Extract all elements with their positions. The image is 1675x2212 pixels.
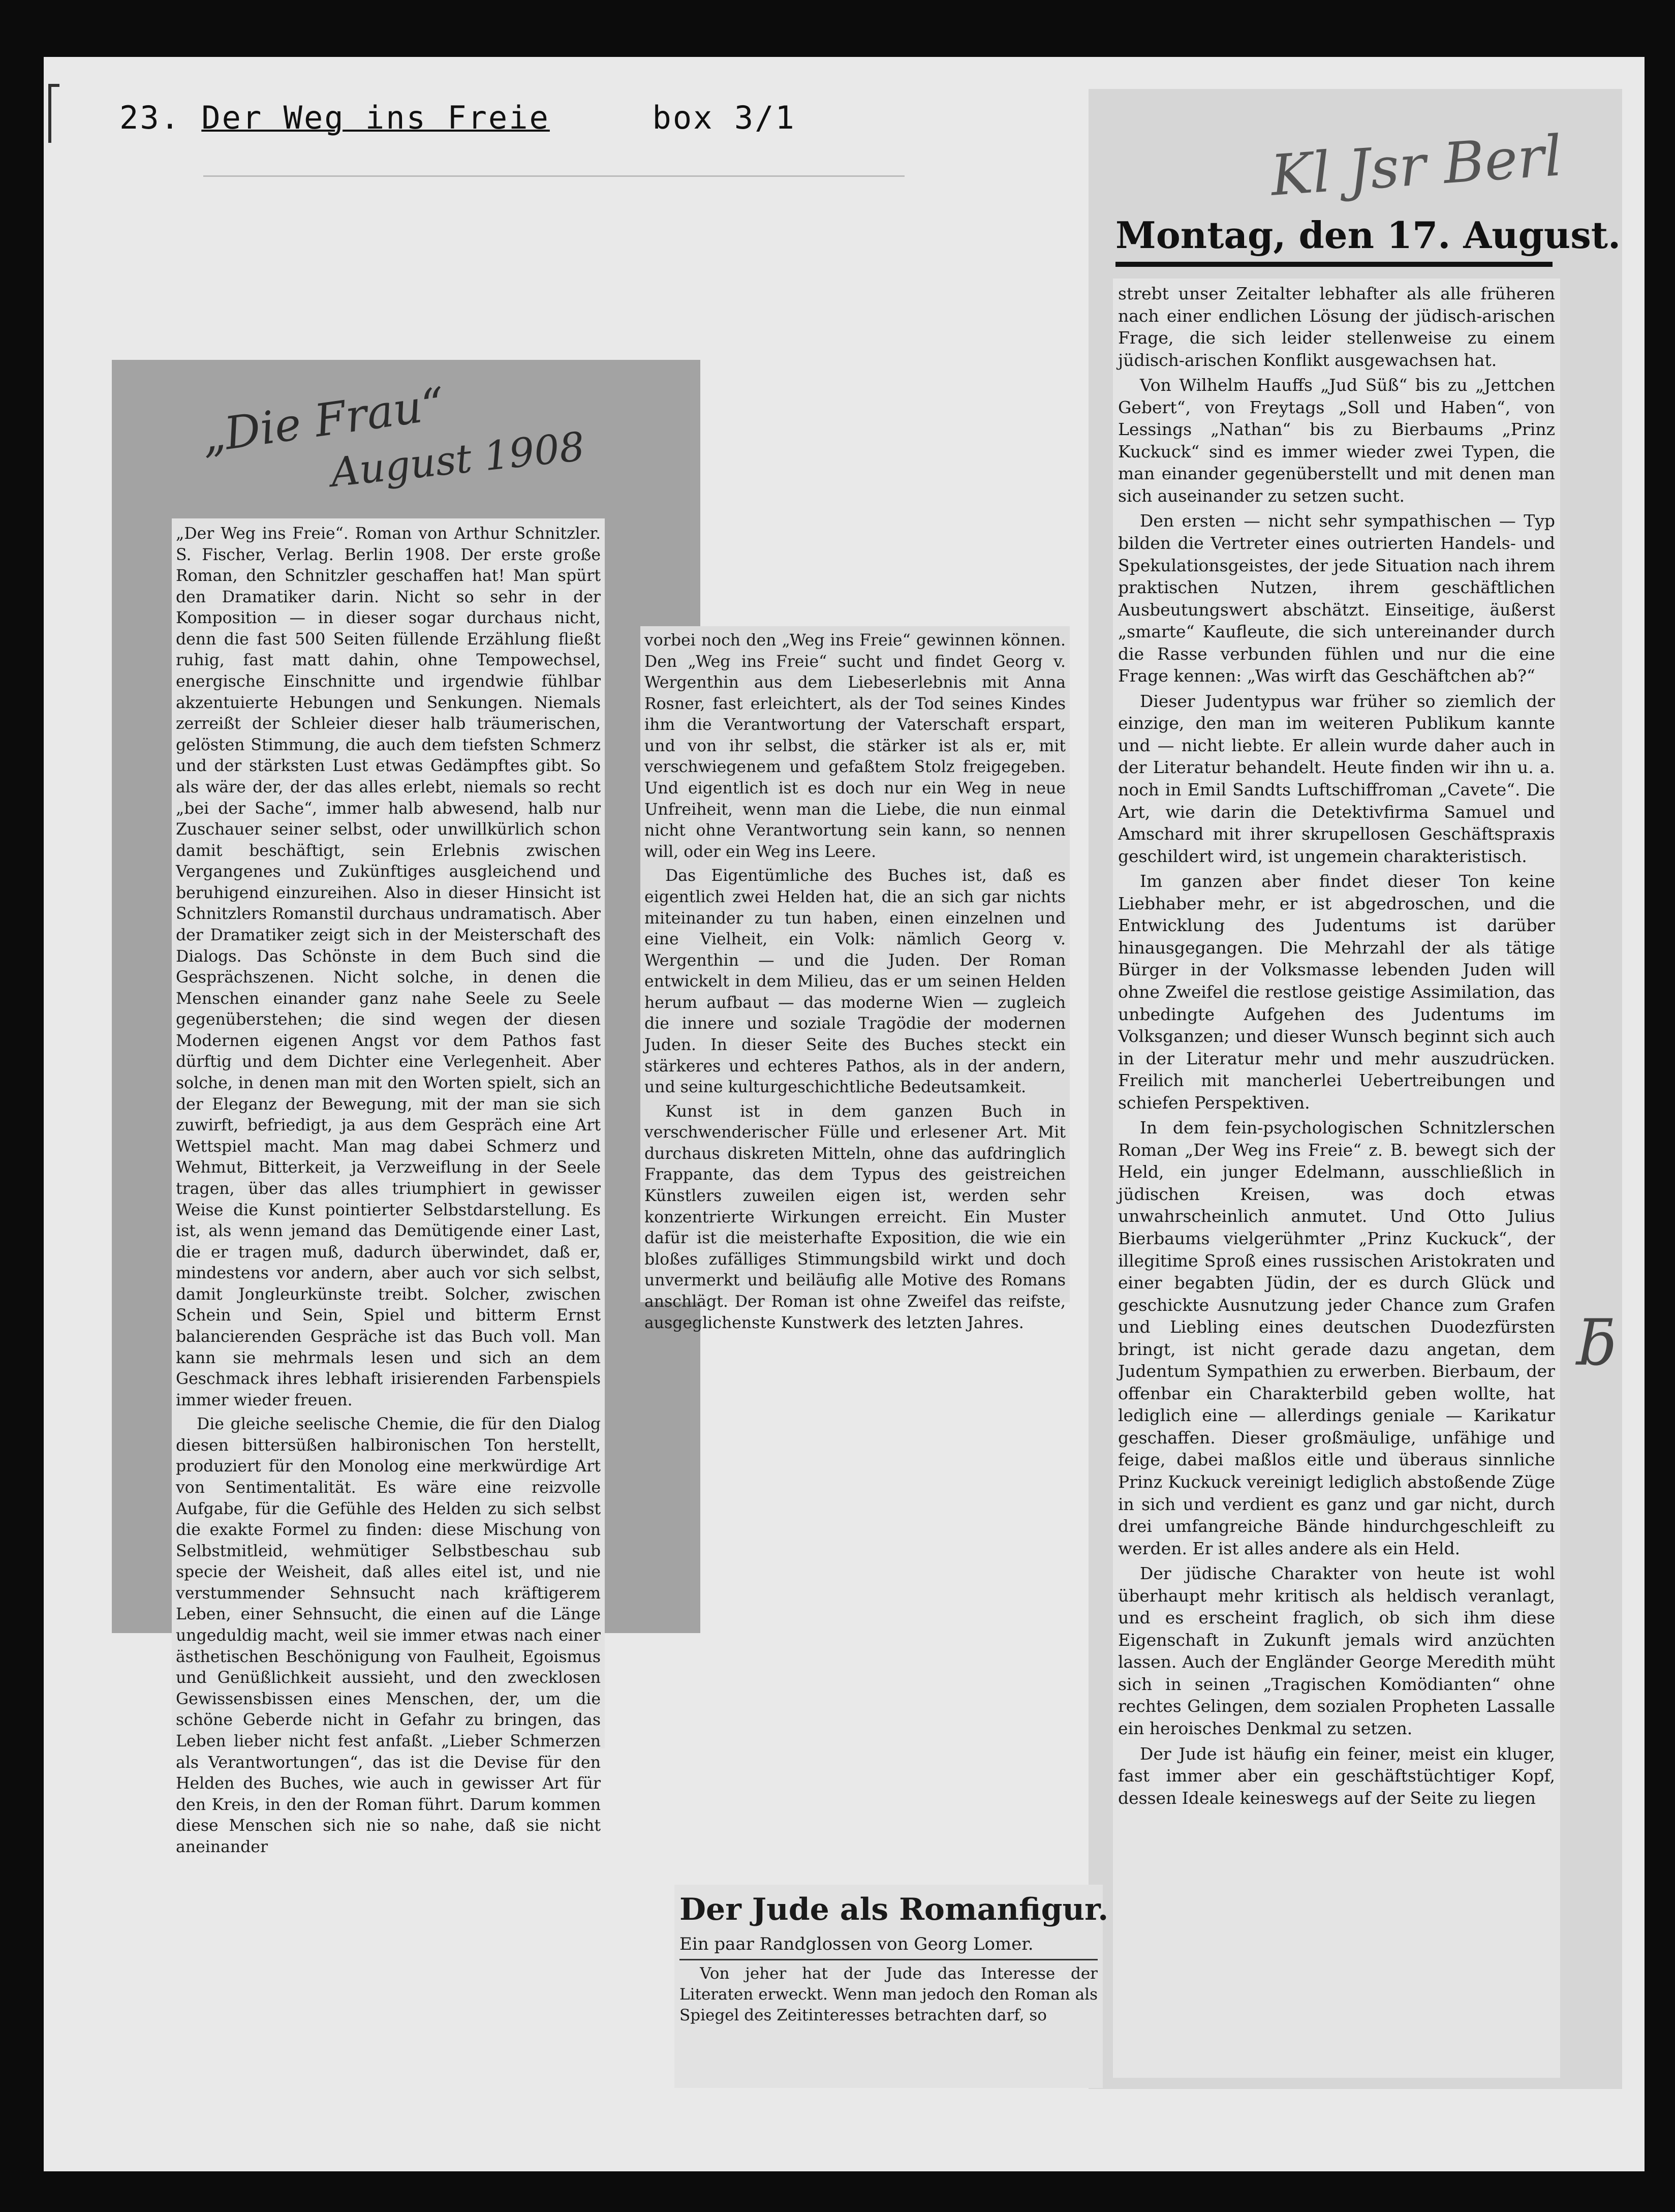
right-clipping-paragraph-1: strebt unser Zeitalter lebhafter als alle früheren nach einer endlichen Lösung der jüdisch-arischen Frage, die sich leider stellenweise zu einem jüdisch-arischen Konflikt ausgewachsen hat. <box>1118 284 1555 370</box>
handwritten-source: „Die Frau“ <box>198 377 448 464</box>
folder-number: 23. <box>119 99 181 136</box>
left-clipping-paragraph-1: „Der Weg ins Freie“. Roman von Arthur Schnitzler. S. Fischer, Verlag. Berlin 1908. Der erste große Roman, den Schnitzler geschaffen hat! Man spürt den Dramatiker darin. Nicht so sehr in der Komposition — in dieser sogar durchaus nicht, denn die fast 500 Seiten füllende Erzählung fließt ruhig, fast matt dahin, ohne Tempowechsel, energische Einschnitte und irgendwie fühlbar akzentuierte Hebungen und Senkungen. Niemals zerreißt der Schleier dieser halb träumerischen, gelösten Stimmung, die auch dem tiefsten Schmerz und der stärksten Lust etwas Gedämpftes gibt. So als wäre der, der das alles erlebt, niemals so recht „bei der Sache“, immer halb abwesend, halb nur Zuschauer seiner selbst, oder unwillkürlich schon damit beschäftigt, sein Erlebnis zwischen Vergangenes und Zukünftiges ausgleichend und beruhigend einzureihen. Also in dieser Hinsicht ist Schnitzlers Romanstil durchaus undramatisch. Aber der Dramatiker zeigt sich in der Meisterschaft des Dialogs. Das Schönste in dem Buch sind die Gesprächszenen. Nicht solche, in denen die Menschen einander ganz nahe Seele zu Seele gegenüberstehen; die sind wegen der diesen Modernen eigenen Angst vor dem Pathos fast dürftig und dem Dichter eine Verlegenheit. Aber solche, in denen man mit den Worten spielt, sich an der Eleganz der Bewegung, mit der man sie sich zuwirft, befriedigt, ja aus dem Gespräch eine Art Wettspiel macht. Man mag dabei Schmerz und Wehmut, Bitterkeit, ja Verzweiflung in der Seele tragen, über das alles triumphiert in gewisser Weise die Kunst pointierter Selbstdarstellung. Es ist, als wenn jemand das Demütigende einer Last, die er tragen muß, dadurch überwindet, daß er, mindestens vor andern, aber auch vor sich selbst, damit Jongleurkünste treibt. Solcher, zwischen Schein und Sein, Spiel und bitterm Ernst balancierenden Gespräche ist das Buch voll. Man kann sie mehrmals lesen und sich an dem Geschmack ihres lebhaft irisierenden Farbenspiels immer wieder freuen. <box>176 525 601 1409</box>
box-number: box 3/1 <box>652 99 796 136</box>
folder-title: Der Weg ins Freie <box>201 99 550 136</box>
handwritten-date: August 1908 <box>328 424 587 496</box>
folder-label <box>119 99 796 136</box>
right-clipping-paragraph-2: Von Wilhelm Hauffs „Jud Süß“ bis zu „Jettchen Gebert“, von Freytags „Soll und Haben“, von Lessings „Nathan“ bis zu Bierbaums „Prinz Kuckuck“ sind es immer wieder zwei Typen, die man einander gegenüberstellt und mit denen man sich auseinander zu setzen sucht. <box>1118 375 1555 506</box>
bottom-clipping-paragraph-1: Von jeher hat der Jude das Interesse der Literaten erweckt. Wenn man jedoch den Roman als Spiegel des Zeitinteresses betrachten darf, so <box>679 1964 1098 2024</box>
right-clipping-paragraph-8: Der Jude ist häufig ein feiner, meist ein kluger, fast immer aber ein geschäftstüchtiger Kopf, dessen Ideale keineswegs auf der Seite zu liegen <box>1118 1743 1555 1808</box>
left-clipping <box>172 518 605 1856</box>
middle-clipping <box>640 626 1070 1332</box>
article-byline: Ein paar Randglossen von Georg Lomer. <box>679 1934 1034 1955</box>
byline-rule <box>679 1959 1098 1960</box>
right-clipping-paragraph-3: Den ersten — nicht sehr sympathischen — Typ bilden die Vertreter eines outrierten Handels- und Spekulationsgeistes, der jede Situation nach ihrem praktischen Nutzen, ihrem geschäftlichen Ausbeutungswert abschätzt. Einseitige, äußerst „smarte“ Kaufleute, die sich untereinander durch die Rasse verbunden fühlen und nur die eine Frage kennen: „Was wirft das Geschäftchen ab?“ <box>1118 511 1555 686</box>
handwritten-note-top-right: Kl Jsr Berl <box>1268 123 1564 208</box>
newspaper-masthead-date: Montag, den 17. August. <box>1115 213 1621 257</box>
corner-mark <box>48 84 59 143</box>
middle-clipping-paragraph-2: Das Eigentümliche des Buches ist, daß es eigentlich zwei Helden hat, die an sich gar nichts miteinander zu tun haben, einen einzelnen und eine Vielheit, ein Volk: nämlich Georg v. Wergenthin — und die Juden. Der Roman entwickelt in dem Milieu, das er um seinen Helden herum aufbaut — das moderne Wien — zugleich die innere und soziale Tragödie der modernen Juden. In dieser Seite des Buches steckt ein stärkeres und echteres Pathos, als in der andern, und seine kulturgeschichtliche Bedeutsamkeit. <box>644 867 1066 1097</box>
masthead-rule <box>1115 262 1553 273</box>
header-rule <box>203 175 905 177</box>
bottom-clipping <box>674 1885 1109 2088</box>
middle-clipping-paragraph-1: vorbei noch den „Weg ins Freie“ gewinnen können. Den „Weg ins Freie“ sucht und findet Georg v. Wergenthin aus dem Liebeserlebnis mit Anna Rosner, fast erleichtert, als der Tod seines Kindes ihm die Verantwortung der Vaterschaft erspart, und von ihr selbst, die stärker ist als er, mit verschwiegenem und gefaßtem Stolz freigegeben. Und eigentlich ist es doch nur ein Weg in neue Unfreiheit, wenn man die Liebe, die nun einmal nicht ohne Verantwortung sein kann, so nennen will, oder ein Weg ins Leere. <box>644 631 1066 861</box>
right-clipping-paragraph-6: In dem fein-psychologischen Schnitzlerschen Roman „Der Weg ins Freie“ z. B. bewegt sich der Held, ein junger Edelmann, ausschließlich in jüdischen Kreisen, was doch etwas unwahrscheinlich anmutet. Und Otto Julius Bierbaums vielgerühmter „Prinz Kuckuck“, der illegitime Sproß eines russischen Aristokraten und einer begabten Jüdin, der es durch Glück und geschickte Ausnutzung jeder Chance zum Grafen und Liebling eines deutschen Duodezfürsten bringt, ist nicht gerade dazu angetan, dem Judentum Sympathien zu erwerben. Bierbaum, der offenbar ein Charakterbild geben wollte, hat lediglich eine — allerdings geniale — Karikatur geschaffen. Dieser großmäulige, unfähige und feige, dabei maßlos eitle und überaus sinnliche Prinz Kuckuck vereinigt lediglich abstoßende Züge in sich und verdient es ganz und gar nicht, durch drei umfangreiche Bände hindurchgeschleift zu werden. Er ist alles andere als ein Held. <box>1118 1118 1555 1558</box>
right-clipping-paragraph-4: Dieser Judentypus war früher so ziemlich der einzige, den man im weiteren Publikum kannte und — nicht liebte. Er allein wurde daher auch in der Literatur behandelt. Heute finden wir ihn u. a. noch in Emil Sandts Luftschiffroman „Cavete“. Die Art, wie darin die Detektivfirma Samuel und Amschard mit ihrer skrupellosen Geschäftspraxis geschildert wird, ist ungemein charakteristisch. <box>1118 691 1555 866</box>
right-clipping-paragraph-7: Der jüdische Charakter von heute ist wohl überhaupt mehr kritisch als heldisch veranlagt, und es erscheint fraglich, ob sich ihm diese Eigenschaft in Zukunft jemals wird anzüchten lassen. Auch der Engländer George Meredith müht sich in seinen „Tragischen Komödianten“ ohne rechtes Gelingen, dem sozialen Propheten Lassalle ein heroisches Denkmal zu setzen. <box>1118 1563 1555 1738</box>
right-clipping-paragraph-5: Im ganzen aber findet dieser Ton keine Liebhaber mehr, er ist abgedroschen, und die Entwicklung des Judentums ist darüber hinausgegangen. Die Mehrzahl der als tätige Bürger in der Volksmasse lebenden Juden will ohne Zweifel die restlose geistige Assimilation, das unbedingte Aufgehen des Judentums im Volksganzen; und dieser Wunsch beginnt sich auch in der Literatur mehr und mehr auszudrücken. Freilich mit mancherlei Uebertreibungen und schiefen Perspektiven. <box>1118 871 1555 1113</box>
middle-clipping-paragraph-3: Kunst ist in dem ganzen Buch in verschwenderischer Fülle und erlesener Art. Mit durchaus diskreten Mitteln, ohne das aufdringlich Frappante, das dem Typus des geistreichen Künstlers zuweilen eigen ist, werden sehr konzentrierte Wirkungen erreicht. Ein Muster dafür ist die meisterhafte Exposition, die wie ein bloßes zufälliges Stimmungsbild wirkt und doch unvermerkt und beiläufig alle Motive des Romans anschlägt. Der Roman ist ohne Zweifel das reifste, ausgeglichenste Kunstwerk des letzten Jahres. <box>644 1102 1066 1332</box>
right-clipping <box>1113 279 1560 2078</box>
article-title: Der Jude als Romanfigur. <box>679 1892 1109 1927</box>
handwritten-margin-mark: ƃ <box>1578 1309 1617 1379</box>
left-clipping-paragraph-2: Die gleiche seelische Chemie, die für den Dialog diesen bittersüßen halbironischen Ton herstellt, produziert für den Monolog eine merkwürdige Art von Sentimentalität. Es wäre eine reizvolle Aufgabe, für die Gefühle des Helden zu sich selbst die exakte Formel zu finden: diese Mischung von Selbstmitleid, wehmütiger Selbstbeschau sub specie der Weisheit, daß alles eitel ist, und nie verstummender Sehnsucht nach kräftigerem Leben, einer Sehnsucht, die einen auf die Länge ungeduldig macht, weil sie immer etwas nach einer ästhetischen Beschönigung von Faulheit, Egoismus und Genüßlichkeit aussieht, und den zwecklosen Gewissensbissen eines Menschen, der, um die schöne Geberde nicht in Gefahr zu bringen, das Leben lieber nicht fest anfaßt. „Lieber Schmerzen als Verantwortungen“, das ist die Devise für den Helden des Buches, wie auch in gewisser Art für den Kreis, in den der Roman führt. Darum kommen diese Menschen sich nie so nahe, daß sie nicht aneinander <box>176 1415 601 1856</box>
